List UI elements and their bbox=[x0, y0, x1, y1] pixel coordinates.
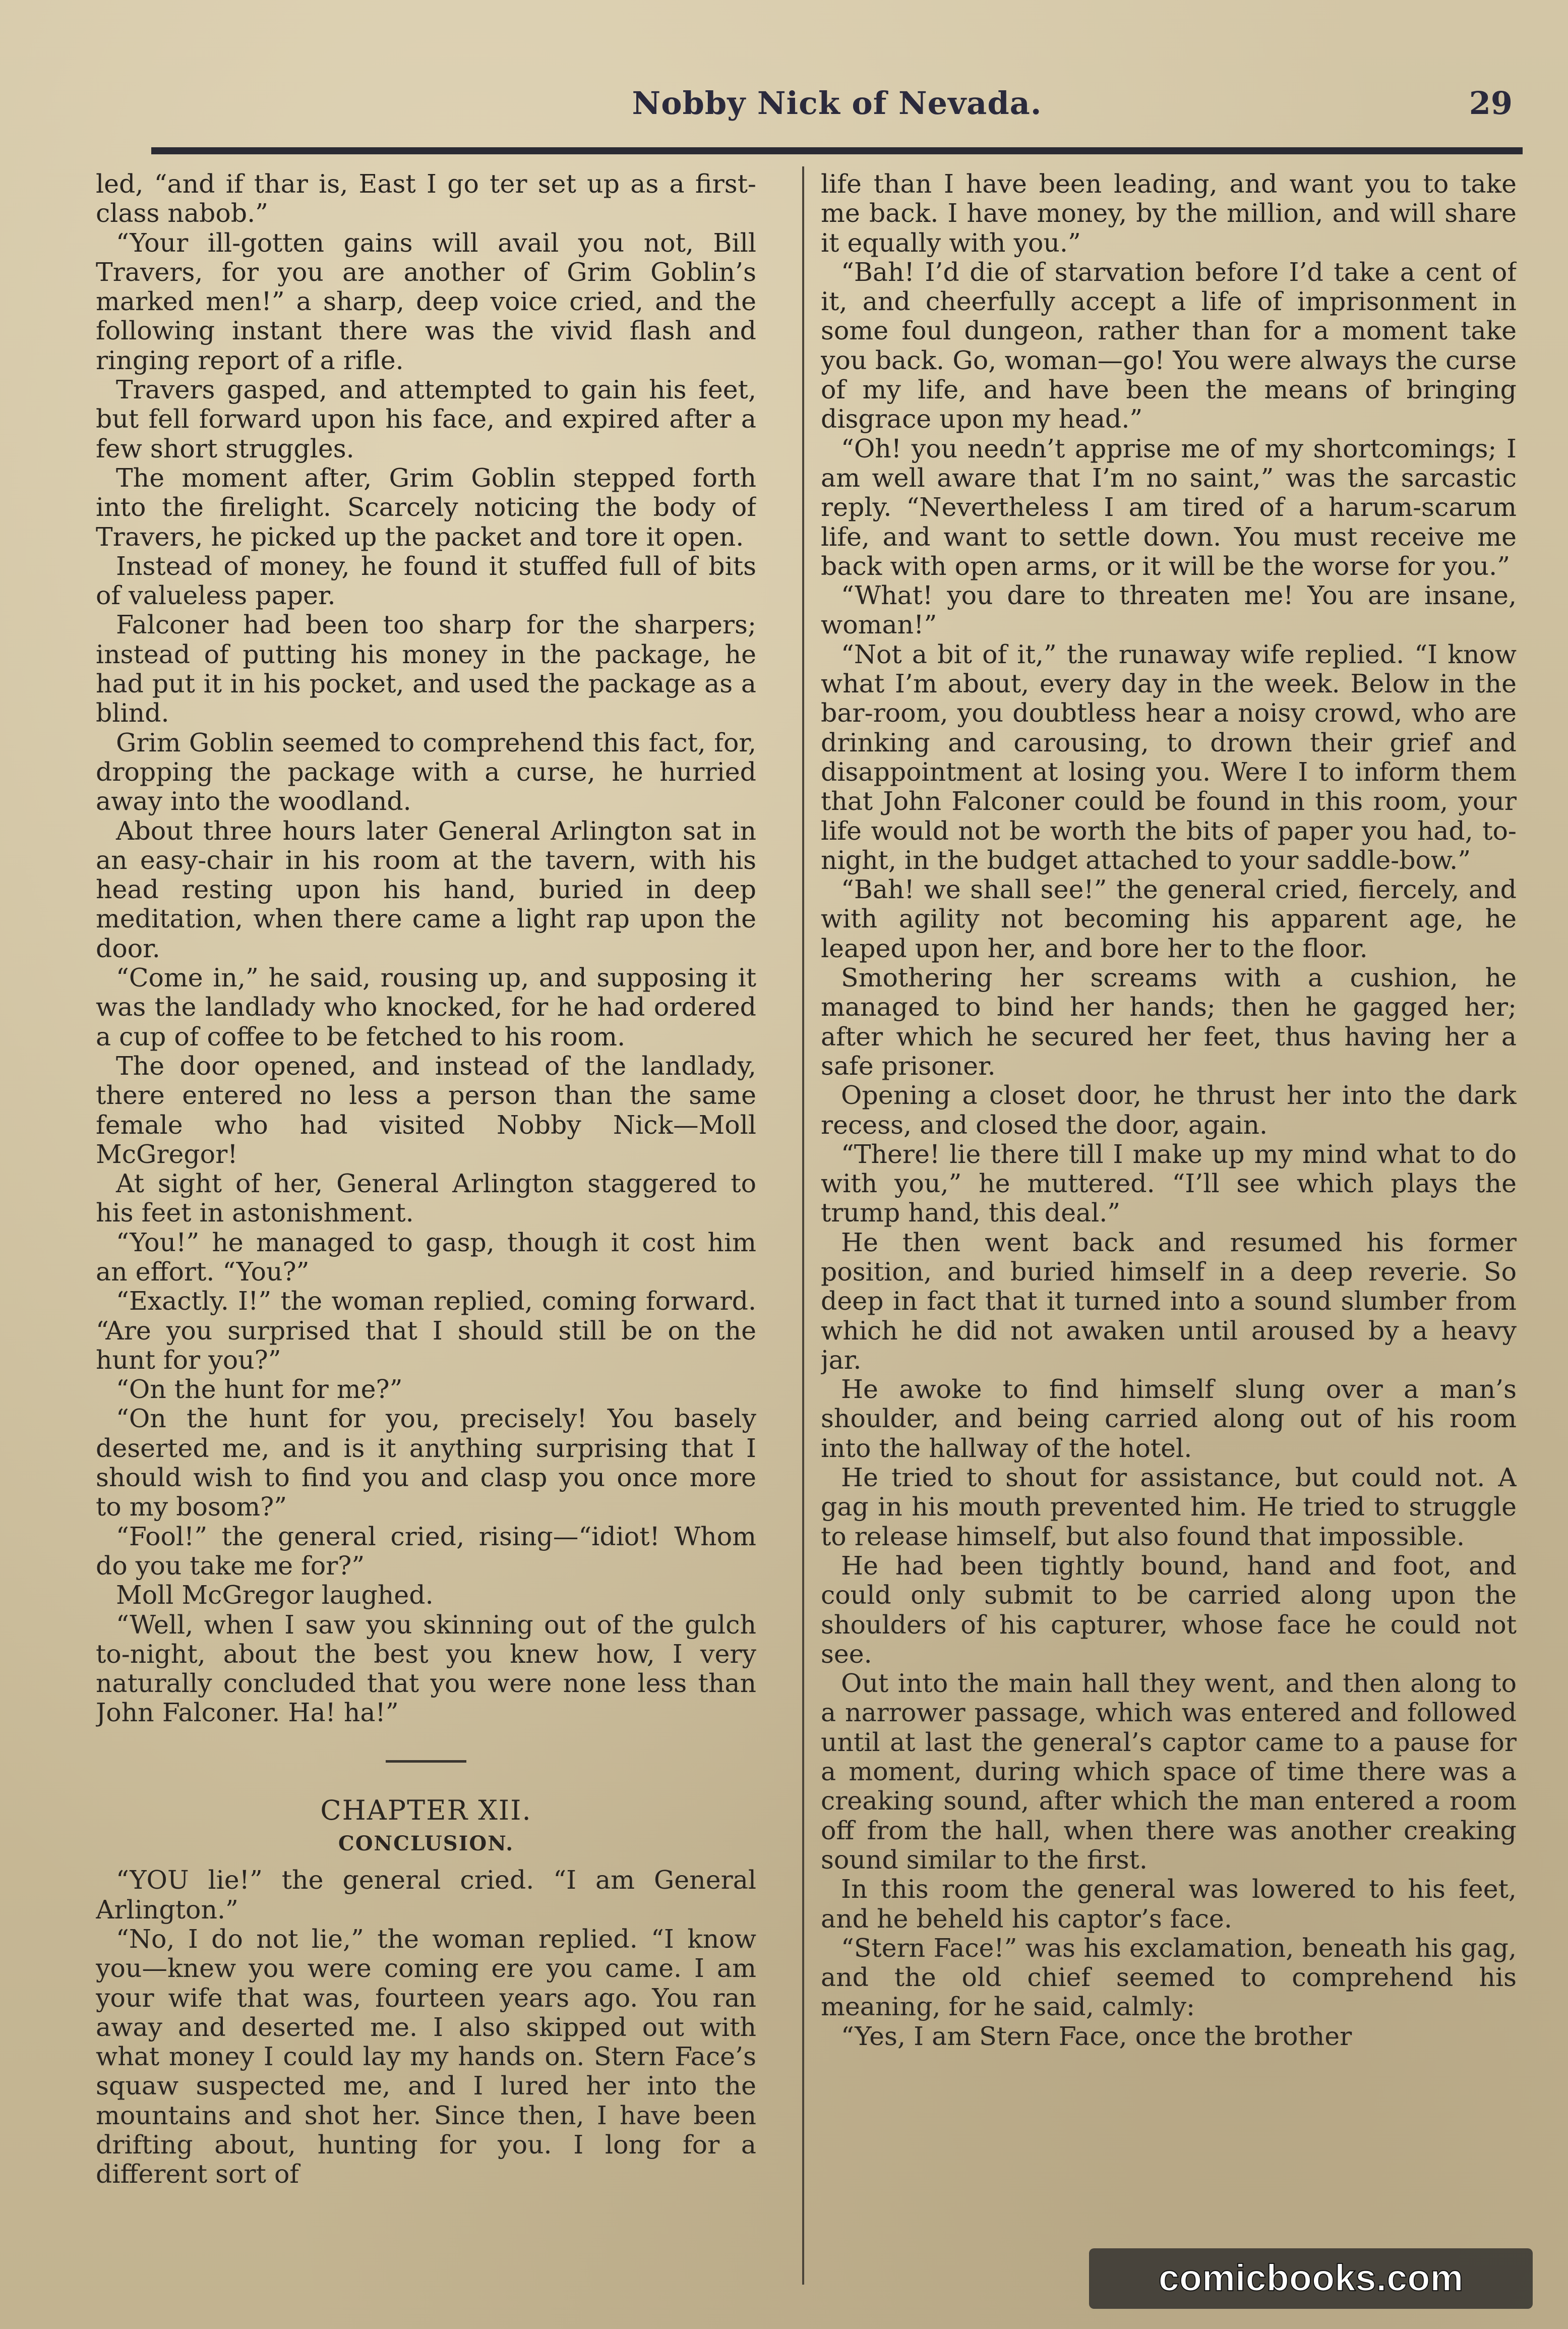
paragraph: The moment after, Grim Goblin stepped forth into the firelight. Scarcely noticing the body of Travers, he picked up the packet and tore it open. bbox=[96, 462, 756, 552]
paragraph: He then went back and resumed his former position, and buried himself in a deep reverie. So deep in fact that it turned into a sound slumber from which he did not awaken until aroused by a heavy jar. bbox=[821, 1227, 1517, 1375]
paragraph: life than I have been leading, and want you to take me back. I have money, by the million, and will share it equally with you.” bbox=[821, 169, 1517, 258]
page-number: 29 bbox=[1469, 85, 1513, 122]
paragraph: In this room the general was lowered to his feet, and he beheld his captor’s face. bbox=[821, 1874, 1517, 1934]
paragraph: Travers gasped, and attempted to gain his feet, but fell forward upon his face, and expired after a few short struggles. bbox=[96, 375, 756, 463]
left-column bbox=[96, 169, 756, 2278]
paragraph: “YOU lie!” the general cried. “I am General Arlington.” bbox=[96, 1865, 756, 1925]
paragraph: “Stern Face!” was his exclamation, beneath his gag, and the old chief seemed to comprehend his meaning, for he said, calmly: bbox=[821, 1933, 1517, 2022]
paragraph: “There! lie there till I make up my mind what to do with you,” he muttered. “I’ll see which plays the trump hand, this deal.” bbox=[821, 1139, 1517, 1228]
section-separator bbox=[386, 1760, 466, 1763]
paragraph: “Bah! I’d die of starvation before I’d take a cent of it, and cheerfully accept a life of imprisonment in some foul dungeon, rather than for a moment take you back. Go, woman—go! You were always the curse of my life, and have been the means of bringing disgrace upon my head.” bbox=[821, 257, 1517, 434]
header-rule bbox=[151, 147, 1523, 154]
paragraph: “What! you dare to threaten me! You are insane, woman!” bbox=[821, 580, 1517, 640]
watermark-text: comicbooks.com bbox=[1158, 2257, 1464, 2299]
paragraph: Moll McGregor laughed. bbox=[116, 1580, 434, 1610]
paragraph: “Your ill-gotten gains will avail you not, Bill Travers, for you are another of Grim Goblin’s marked men!” a sharp, deep voice cried, and the following instant there was the vivid flash and ringing report of a rifle. bbox=[96, 227, 756, 375]
paragraph: “Oh! you needn’t apprise me of my shortcomings; I am well aware that I’m no saint,” was the sarcastic reply. “Nevertheless I am tired of a harum-scarum life, and want to settle down. You must receive me back with open arms, or it will be the worse for you.” bbox=[821, 433, 1517, 581]
paragraph: “No, I do not lie,” the woman replied. “I know you—knew you were coming ere you came. I am your wife that was, fourteen years ago. You ran away and deserted me. I also skipped out with what money I could lay my hands on. Stern Face’s squaw suspected me, and I lured her into the mountains and shot her. Since then, I have been drifting about, hunting for you. I long for a different sort of bbox=[96, 1924, 756, 2189]
watermark-logo bbox=[1089, 2248, 1533, 2309]
paragraph: He tried to shout for assistance, but could not. A gag in his mouth prevented him. He tried to struggle to release himself, but also found that impossible. bbox=[821, 1463, 1517, 1551]
paragraph: Smothering her screams with a cushion, he managed to bind her hands; then he gagged her; after which he secured her feet, thus having her a safe prisoner. bbox=[821, 963, 1517, 1081]
right-column bbox=[821, 169, 1517, 2278]
page-title: Nobby Nick of Nevada. bbox=[632, 85, 1042, 122]
paragraph: “On the hunt for me?” bbox=[116, 1374, 403, 1405]
paragraph: Instead of money, he found it stuffed full of bits of valueless paper. bbox=[96, 551, 756, 611]
paragraph: “Yes, I am Stern Face, once the brother bbox=[841, 2021, 1352, 2051]
site-watermark bbox=[1089, 2248, 1533, 2309]
paragraph: “Come in,” he said, rousing up, and supposing it was the landlady who knocked, for he had ordered a cup of coffee to be fetched to his room. bbox=[96, 963, 756, 1052]
paragraph: “Not a bit of it,” the runaway wife replied. “I know what I’m about, every day in the week. Below in the bar-room, you doubtless hear a noisy crowd, who are drinking and carousing, to drown their grief and disappointment at losing you. Were I to inform them that John Falconer could be found in this room, your life would not be worth the bits of paper you had, to-night, in the budget attached to your saddle-bow.” bbox=[821, 639, 1517, 875]
paragraph: The door opened, and instead of the landlady, there entered no less a person than the same female who had visited Nobby Nick—Moll McGregor! bbox=[96, 1051, 756, 1169]
paragraph: At sight of her, General Arlington staggered to his feet in astonishment. bbox=[96, 1169, 756, 1228]
chapter-title: CHAPTER XII. bbox=[320, 1794, 532, 1826]
paragraph: He had been tightly bound, hand and foot, and could only submit to be carried along upon the shoulders of his capturer, whose face he could not see. bbox=[821, 1550, 1517, 1669]
paragraph: “Fool!” the general cried, rising—“idiot! Whom do you take me for?” bbox=[96, 1521, 756, 1581]
paragraph: “Well, when I saw you skinning out of the gulch to-night, about the best you knew how, I very naturally concluded that you were none less than John Falconer. Ha! ha!” bbox=[96, 1609, 756, 1728]
paragraph: “Bah! we shall see!” the general cried, fiercely, and with agility not becoming his apparent age, he leaped upon her, and bore her to the floor. bbox=[821, 875, 1517, 963]
paragraph: “You!” he managed to gasp, though it cost him an effort. “You?” bbox=[96, 1227, 756, 1287]
paragraph: Opening a closet door, he thrust her into the dark recess, and closed the door, again. bbox=[821, 1080, 1517, 1140]
paragraph: “Exactly. I!” the woman replied, coming forward. “Are you surprised that I should still be on the hunt for you?” bbox=[96, 1286, 756, 1375]
paragraph: He awoke to find himself slung over a man’s shoulder, and being carried along out of his room into the hallway of the hotel. bbox=[821, 1374, 1517, 1463]
paragraph: led, “and if thar is, East I go ter set up as a first-class nabob.” bbox=[96, 169, 756, 228]
paragraph: Grim Goblin seemed to comprehend this fact, for, dropping the package with a curse, he hurried away into the woodland. bbox=[96, 727, 756, 817]
column-divider bbox=[802, 166, 804, 2285]
chapter-subtitle: CONCLUSION. bbox=[338, 1832, 514, 1856]
running-header bbox=[151, 81, 1523, 141]
paragraph: “On the hunt for you, precisely! You basely deserted me, and is it anything surprising that I should wish to find you and clasp you once more to my bosom?” bbox=[96, 1404, 756, 1522]
paragraph: Falconer had been too sharp for the sharpers; instead of putting his money in the package, he had put it in his pocket, and used the package as a blind. bbox=[96, 610, 756, 728]
paragraph: Out into the main hall they went, and then along to a narrower passage, which was entered and followed until at last the general’s captor came to a pause for a moment, during which space of time there was a creaking sound, after which the man entered a room off from the hall, when there was another creaking sound similar to the first. bbox=[821, 1668, 1517, 1875]
paragraph: About three hours later General Arlington sat in an easy-chair in his room at the tavern, with his head resting upon his hand, buried in deep meditation, when there came a light rap upon the door. bbox=[96, 816, 756, 963]
